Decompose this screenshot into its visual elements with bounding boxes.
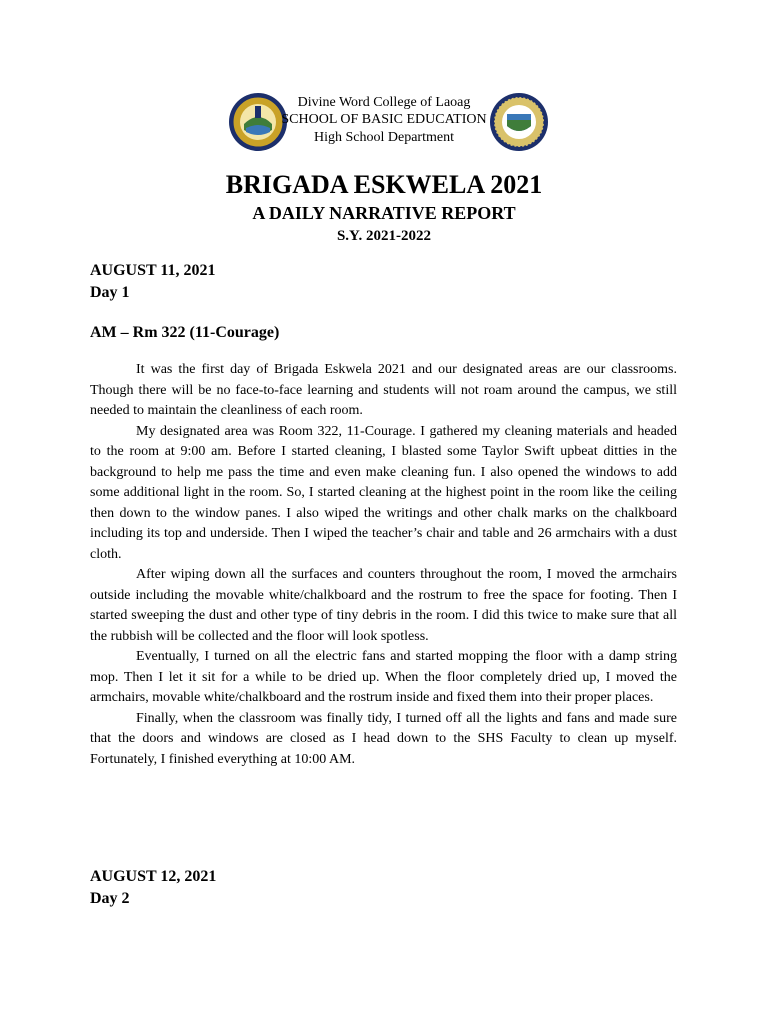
school-year: S.Y. 2021-2022 — [336, 228, 432, 244]
entry-section-heading: AM – Rm 322 (11-Courage) — [90, 324, 280, 341]
college-name: Divine Word College of Laoag — [297, 95, 471, 110]
narrative-paragraph: After wiping down all the surfaces and counters throughout the room, I moved the armchairs outside including the movable white/chalkboard and the rostrum to free the space for footing. Then I started sweeping the dust and other type of tiny debris in the room. I did this twice to make sure that all the rubbish will be collected and the floor will look spotless. — [90, 567, 677, 644]
entry-date: AUGUST 11, 2021 — [90, 262, 216, 279]
narrative-paragraph: Eventually, I turned on all the electric fans and started mopping the floor with a damp string mop. Then I let it sit for a while to be dried up. When the floor completely dried up, I moved the armchairs, movable white/chalkboard and the rostrum inside and fixed them into their proper places. — [90, 649, 677, 705]
entry-day: Day 2 — [90, 890, 130, 907]
report-subtitle: A DAILY NARRATIVE REPORT — [252, 203, 516, 223]
narrative-body — [90, 360, 677, 770]
school-name: SCHOOL OF BASIC EDUCATION — [281, 112, 487, 127]
entry-date: AUGUST 12, 2021 — [90, 868, 217, 885]
narrative-paragraph: Finally, when the classroom was finally tidy, I turned off all the lights and fans and made sure that the doors and windows are closed as I head down to the SHS Faculty to clean up myself. Fortunately, I finished everything at 10:00 AM. — [90, 710, 677, 767]
department-name: High School Department — [314, 130, 454, 145]
narrative-paragraph: It was the first day of Brigada Eskwela 2021 and our designated areas are our classrooms. Though there will be no face-to-face learning and students will not roam around the campus, we still needed to maintain the cleanliness of each room. — [90, 362, 677, 418]
narrative-paragraph: My designated area was Room 322, 11-Courage. I gathered my cleaning materials and headed to the room at 9:00 am. Before I started cleaning, I blasted some Taylor Swift upbeat ditties in the background to help me pass the time and even make cleaning fun. I also opened the windows to add some additional light in the room. So, I started cleaning at the highest point in the room like the ceiling then down to the window panes. I also wiped the writings and other chalk marks on the chalkboard including its top and underside. Then I wiped the teacher’s chair and table and 26 armchairs with a dust cloth. — [90, 423, 677, 562]
entry-day: Day 1 — [90, 284, 130, 301]
report-title: BRIGADA ESKWELA 2021 — [225, 170, 543, 199]
